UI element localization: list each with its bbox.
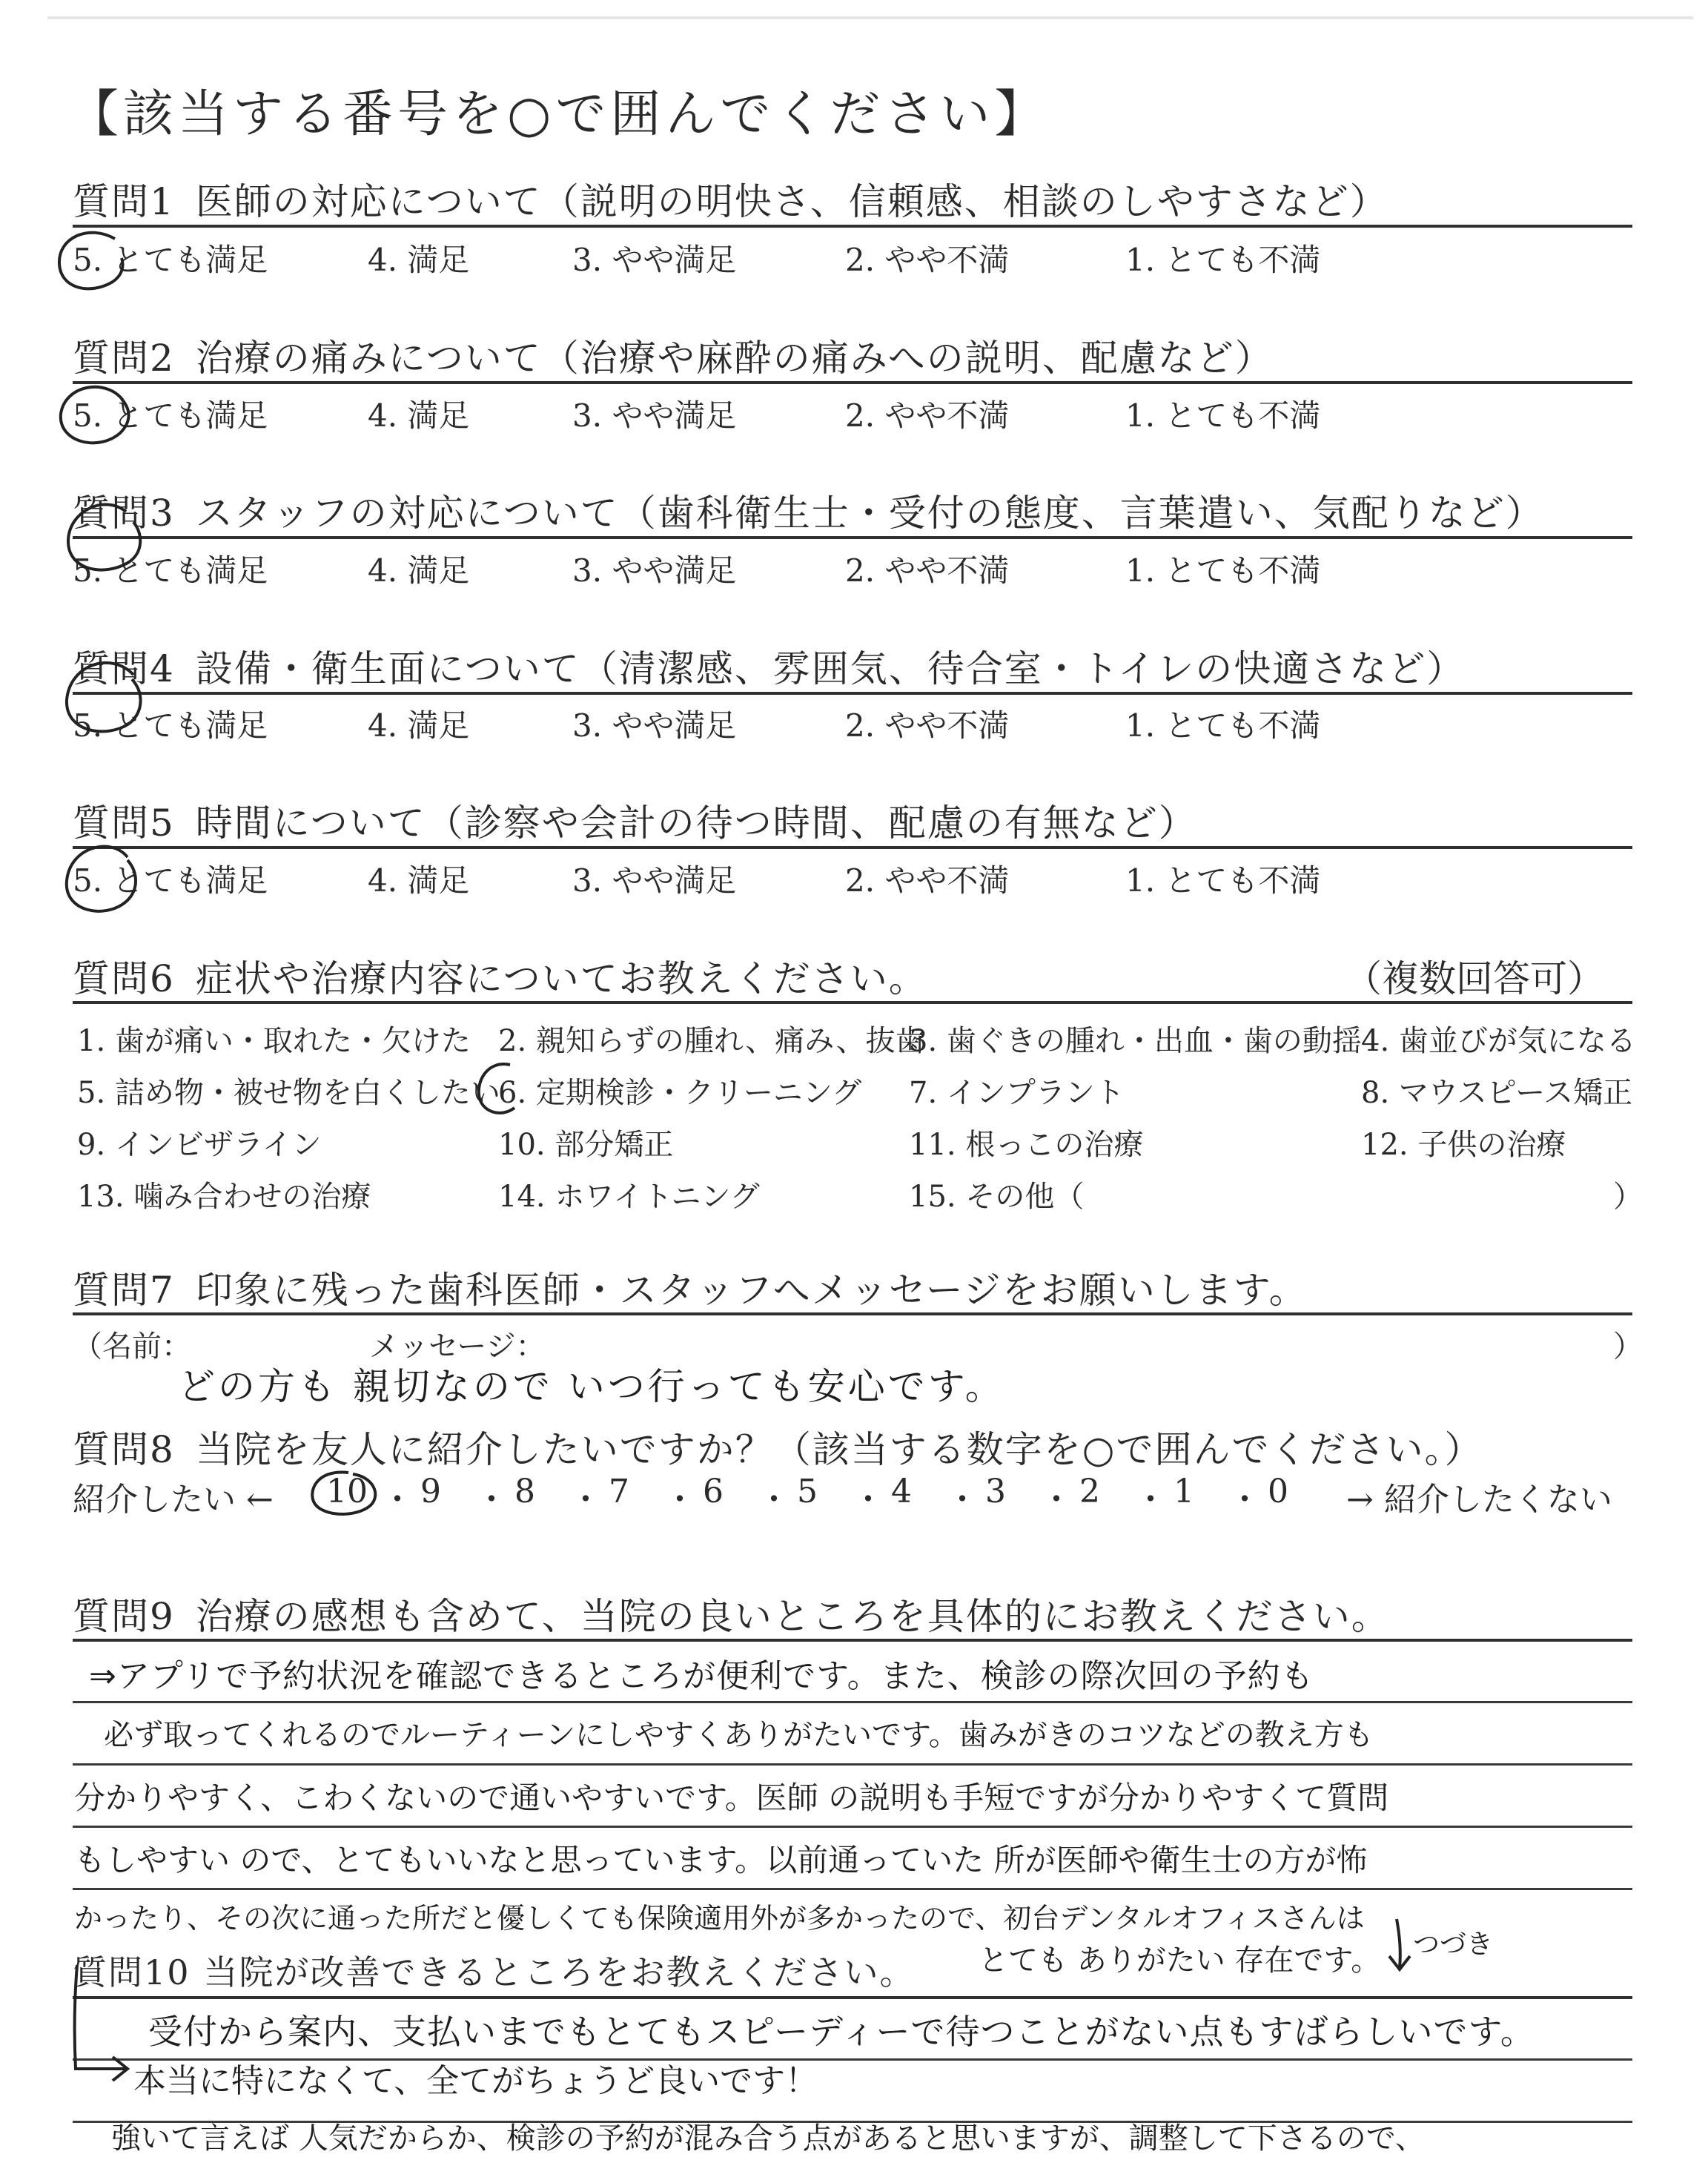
option-2[interactable]: 2. やや不満 <box>845 552 1010 589</box>
option-3[interactable]: 3. やや満足 <box>572 552 737 589</box>
handwritten-line: もしやすい ので、とてもいいなと思っています。以前通っていた 所が医師や衛生士の方が怖 <box>74 1842 1368 1878</box>
question-number: 質問2 <box>73 337 175 380</box>
answer-line <box>73 1701 1632 1703</box>
option-1[interactable]: 1. とても不満 <box>1125 552 1321 589</box>
divider <box>73 536 1632 539</box>
option-1[interactable]: 1. とても不満 <box>1125 707 1321 744</box>
question-number: 質問8 <box>73 1428 175 1471</box>
option-3[interactable]: 3. やや満足 <box>572 242 737 278</box>
multiple-answer-note: （複数回答可） <box>1345 957 1604 1000</box>
option-2[interactable]: 2. やや不満 <box>845 397 1010 434</box>
question-text: 当院を友人に紹介したいですか？（該当する数字を○で囲んでください。） <box>195 1428 1483 1471</box>
divider <box>73 1001 1632 1004</box>
scale-value-10[interactable]: 10 <box>326 1473 368 1510</box>
scale-separator: ・ <box>381 1481 414 1519</box>
symptom-option-11[interactable]: 11. 根っこの治療 <box>909 1128 1144 1162</box>
option-1[interactable]: 1. とても不満 <box>1125 397 1321 434</box>
scale-separator: ・ <box>1040 1481 1073 1519</box>
top-border <box>47 16 1693 19</box>
question-text: スタッフの対応について（歯科衛生士・受付の態度、言葉遣い、気配りなど） <box>195 492 1544 535</box>
question-number: 質問10 <box>73 1952 191 1992</box>
symptom-option-4[interactable]: 4. 歯並びが気になる <box>1361 1024 1636 1058</box>
question-4 <box>73 639 1465 693</box>
scale-value-2[interactable]: 2 <box>1079 1473 1100 1510</box>
question-9 <box>73 1587 1390 1640</box>
option-1[interactable]: 1. とても不満 <box>1125 242 1321 278</box>
scale-value-3[interactable]: 3 <box>985 1473 1006 1510</box>
continue-note: つづき <box>1413 1929 1494 1960</box>
symptom-option-7[interactable]: 7. インプラント <box>909 1076 1125 1110</box>
scale-value-1[interactable]: 1 <box>1174 1473 1194 1510</box>
symptom-option-3[interactable]: 3. 歯ぐきの腫れ・出血・歯の動揺 <box>909 1024 1362 1058</box>
symptom-option-13[interactable]: 13. 噛み合わせの治療 <box>77 1180 371 1214</box>
answer-line <box>73 1888 1632 1890</box>
question-text: 時間について（診察や会計の待つ時間、配慮の有無など） <box>195 802 1197 845</box>
scale-separator: ・ <box>663 1481 696 1519</box>
option-5[interactable]: 5. とても満足 <box>73 397 268 434</box>
handwritten-line: 受付から案内、支払いまでもとてもスピーディーで待つことがない点もすばらしいです。 <box>148 2012 1535 2052</box>
handwritten-line: 分かりやすく、こわくないので通いやすいです。医師 の説明も手短ですが分かりやすくて質問 <box>74 1780 1389 1816</box>
scale-value-7[interactable]: 7 <box>609 1473 629 1510</box>
symptom-option-5[interactable]: 5. 詰め物・被せ物を白くしたい <box>77 1076 500 1110</box>
option-5[interactable]: 5. とても満足 <box>73 862 268 899</box>
option-3[interactable]: 3. やや満足 <box>572 707 737 744</box>
scale-separator: ・ <box>852 1481 884 1519</box>
option-1[interactable]: 1. とても不満 <box>1125 862 1321 899</box>
question-text: 症状や治療内容についてお教えください。 <box>195 957 927 1000</box>
divider <box>73 1996 1632 1999</box>
question-6 <box>73 949 927 1003</box>
symptom-option-9[interactable]: 9. インビザライン <box>77 1128 322 1162</box>
question-number: 質問4 <box>73 647 175 690</box>
scale-separator: ・ <box>569 1481 602 1519</box>
divider <box>73 692 1632 695</box>
symptom-option-15[interactable]: 15. その他（ <box>909 1180 1085 1214</box>
scale-value-5[interactable]: 5 <box>797 1473 818 1510</box>
question-number: 質問6 <box>73 957 175 1000</box>
scale-value-8[interactable]: 8 <box>514 1473 535 1510</box>
scale-separator: ・ <box>758 1481 790 1519</box>
option-3[interactable]: 3. やや満足 <box>572 862 737 899</box>
handwritten-line: 本当に特になくて、全てがちょうど良いです！ <box>133 2062 818 2100</box>
option-4[interactable]: 4. 満足 <box>368 552 470 589</box>
question-number: 質問3 <box>73 492 175 535</box>
divider <box>73 381 1632 384</box>
question-number: 質問7 <box>73 1269 175 1312</box>
option-5[interactable]: 5. とても満足 <box>73 552 268 589</box>
question-text: 設備・衛生面について（清潔感、雰囲気、待合室・トイレの快適さなど） <box>195 647 1466 690</box>
question-number: 質問5 <box>73 802 175 845</box>
question-10 <box>73 1946 916 1995</box>
question-number: 質問9 <box>73 1595 175 1638</box>
symptom-option-6[interactable]: 6. 定期検診・クリーニング <box>498 1076 862 1110</box>
message-label: メッセージ： <box>369 1330 546 1364</box>
question-text: 当院が改善できるところをお教えください。 <box>203 1952 916 1992</box>
symptom-option-2[interactable]: 2. 親知らずの腫れ、痛み、抜歯 <box>498 1024 925 1058</box>
question-7 <box>73 1261 1308 1314</box>
option-4[interactable]: 4. 満足 <box>368 862 470 899</box>
scale-separator: ・ <box>1134 1481 1167 1519</box>
option-4[interactable]: 4. 満足 <box>368 242 470 278</box>
option-2[interactable]: 2. やや不満 <box>845 862 1010 899</box>
divider <box>73 1639 1632 1642</box>
scale-right-label: → 紹介したくない <box>1346 1481 1612 1519</box>
option-2[interactable]: 2. やや不満 <box>845 242 1010 278</box>
handwritten-line: 必ず取ってくれるのでルーティーンにしやすくありがたいです。歯みがきのコツなどの教え方も <box>104 1718 1374 1752</box>
question-3 <box>73 483 1544 537</box>
scale-value-4[interactable]: 4 <box>891 1473 912 1510</box>
scale-left-label: 紹介したい ← <box>73 1481 274 1519</box>
option-4[interactable]: 4. 満足 <box>368 397 470 434</box>
symptom-option-1[interactable]: 1. 歯が痛い・取れた・欠けた <box>77 1024 471 1058</box>
symptom-option-12[interactable]: 12. 子供の治療 <box>1361 1128 1566 1162</box>
option-5[interactable]: 5. とても満足 <box>73 707 268 744</box>
option-3[interactable]: 3. やや満足 <box>572 397 737 434</box>
handwritten-message: どの方も 親切なので いつ行っても安心です。 <box>178 1365 1005 1408</box>
symptom-option-10[interactable]: 10. 部分矯正 <box>498 1128 674 1162</box>
form-title: 【該当する番号を○で囲んでください】 <box>68 85 1050 144</box>
symptom-option-8[interactable]: 8. マウスピース矯正 <box>1361 1076 1633 1110</box>
scale-separator: ・ <box>1228 1481 1261 1519</box>
divider <box>73 846 1632 849</box>
option-4[interactable]: 4. 満足 <box>368 707 470 744</box>
question-2 <box>73 328 1274 382</box>
question-text: 治療の痛みについて（治療や麻酔の痛みへの説明、配慮など） <box>195 337 1274 380</box>
answer-line <box>73 1763 1632 1766</box>
scale-value-0[interactable]: 0 <box>1268 1473 1288 1510</box>
handwritten-line: ⇒アプリで予約状況を確認できるところが便利です。また、検診の際次回の予約も <box>89 1657 1314 1695</box>
other-close-paren: ） <box>1613 1180 1643 1214</box>
message-close-paren: ） <box>1613 1330 1643 1364</box>
scale-separator: ・ <box>946 1481 979 1519</box>
handwritten-continuation: とても ありがたい 存在です。 <box>979 1943 1381 1978</box>
question-number: 質問1 <box>73 180 175 223</box>
scale-value-6[interactable]: 6 <box>703 1473 724 1510</box>
question-text: 治療の感想も含めて、当院の良いところを具体的にお教えください。 <box>195 1595 1390 1638</box>
handwritten-line: かったり、その次に通った所だと優しくても保険適用外が多かったので、初台デンタルオフィスさんは <box>74 1902 1365 1935</box>
question-1 <box>73 172 1388 225</box>
question-text: 印象に残った歯科医師・スタッフへメッセージをお願いします。 <box>195 1269 1308 1312</box>
handwritten-line: 強いて言えば 人気だからか、検診の予約が混み合う点があると思いますが、調整して下さるので、 <box>111 2121 1425 2156</box>
question-8 <box>73 1420 1483 1473</box>
question-text: 医師の対応について（説明の明快さ、信頼感、相談のしやすさなど） <box>195 180 1388 223</box>
symptom-option-14[interactable]: 14. ホワイトニング <box>498 1180 760 1214</box>
divider <box>73 1312 1632 1315</box>
divider <box>73 225 1632 228</box>
option-5[interactable]: 5. とても満足 <box>73 242 268 278</box>
name-label: （名前： <box>73 1330 191 1364</box>
answer-line <box>73 1826 1632 1828</box>
scale-separator: ・ <box>475 1481 508 1519</box>
question-5 <box>73 793 1197 847</box>
option-2[interactable]: 2. やや不満 <box>845 707 1010 744</box>
scale-value-9[interactable]: 9 <box>420 1473 441 1510</box>
